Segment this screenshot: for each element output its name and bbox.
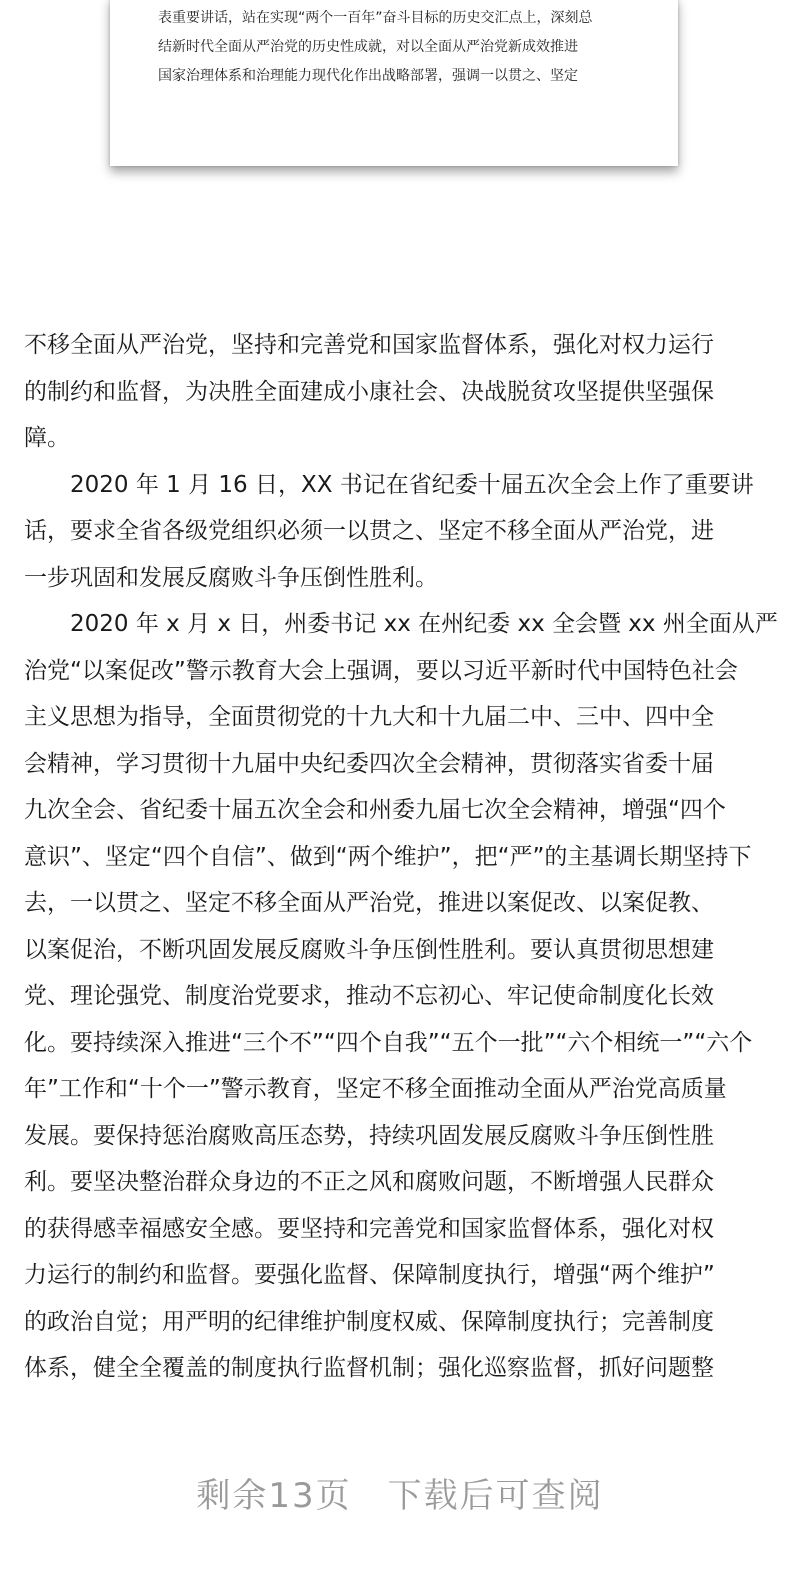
- body-text-line: 力运行的制约和监督。要强化监督、保障制度执行，增强“两个维护”: [24, 1262, 715, 1288]
- body-text-line: 障。: [24, 425, 70, 451]
- remaining-pages-notice[interactable]: 剩余13页 下载后可查阅: [196, 1476, 604, 1516]
- body-text-line: 发展。要保持惩治腐败高压态势，持续巩固发展反腐败斗争压倒性胜: [24, 1122, 714, 1149]
- body-text-line: 党、理论强党、制度治党要求，推动不忘初心、牢记使命制度化长效: [24, 983, 714, 1009]
- body-text-line: 话，要求全省各级党组织必须一以贯之、坚定不移全面从严治党，进: [24, 518, 714, 544]
- body-text-line: 2020 年 1 月 16 日，XX 书记在省纪委十届五次全会上作了重要讲: [24, 471, 754, 498]
- body-text-line: 治党“以案促改”警示教育大会上强调，要以习近平新时代中国特色社会: [24, 657, 738, 684]
- body-text-line: 的制约和监督，为决胜全面建成小康社会、决战脱贫攻坚提供坚强保: [24, 378, 714, 405]
- body-text-line: 以案促治，不断巩固发展反腐败斗争压倒性胜利。要认真贯彻思想建: [24, 936, 714, 963]
- body-text-line: 九次全会、省纪委十届五次全会和州委九届七次全会精神，增强“四个: [24, 797, 726, 823]
- preview-text-line: 表重要讲话，站在实现“两个一百年”奋斗目标的历史交汇点上，深刻总: [158, 10, 593, 26]
- body-text-line: 去，一以贯之、坚定不移全面从严治党，推进以案促改、以案促教、: [24, 890, 714, 916]
- body-text-line: 一步巩固和发展反腐败斗争压倒性胜利。: [24, 564, 438, 591]
- body-text-line: 2020 年 x 月 x 日，州委书记 xx 在州纪委 xx 全会暨 xx 州全面从严: [24, 611, 778, 637]
- body-text-line: 的政治自觉；用严明的纪律维护制度权威、保障制度执行；完善制度: [24, 1308, 714, 1335]
- body-text-line: 体系，健全全覆盖的制度执行监督机制；强化巡察监督，抓好问题整: [24, 1355, 714, 1381]
- body-text-line: 会精神，学习贯彻十九届中央纪委四次全会精神，贯彻落实省委十届: [24, 750, 714, 777]
- body-text-line: 利。要坚决整治群众身边的不正之风和腐败问题，不断增强人民群众: [24, 1169, 714, 1195]
- body-text-line: 意识”、坚定“四个自信”、做到“两个维护”，把“严”的主基调长期坚持下: [24, 843, 752, 870]
- body-text-line: 年”工作和“十个一”警示教育，坚定不移全面推动全面从严治党高质量: [24, 1076, 727, 1102]
- page-preview-card: [110, 0, 678, 166]
- body-text-line: 化。要持续深入推进“三个不”“四个自我”“五个一批”“六个相统一”“六个: [24, 1029, 753, 1056]
- body-text-line: 不移全面从严治党，坚持和完善党和国家监督体系，强化对权力运行: [24, 332, 714, 358]
- body-text-line: 的获得感幸福感安全感。要坚持和完善党和国家监督体系，强化对权: [24, 1215, 714, 1242]
- preview-text-line: 国家治理体系和治理能力现代化作出战略部署，强调一以贯之、坚定: [158, 68, 578, 84]
- body-text-line: 主义思想为指导，全面贯彻党的十九大和十九届二中、三中、四中全: [24, 704, 714, 730]
- preview-text-line: 结新时代全面从严治党的历史性成就，对以全面从严治党新成效推进: [158, 39, 578, 55]
- document-body: [24, 322, 776, 1392]
- preview-text-block: [158, 4, 638, 91]
